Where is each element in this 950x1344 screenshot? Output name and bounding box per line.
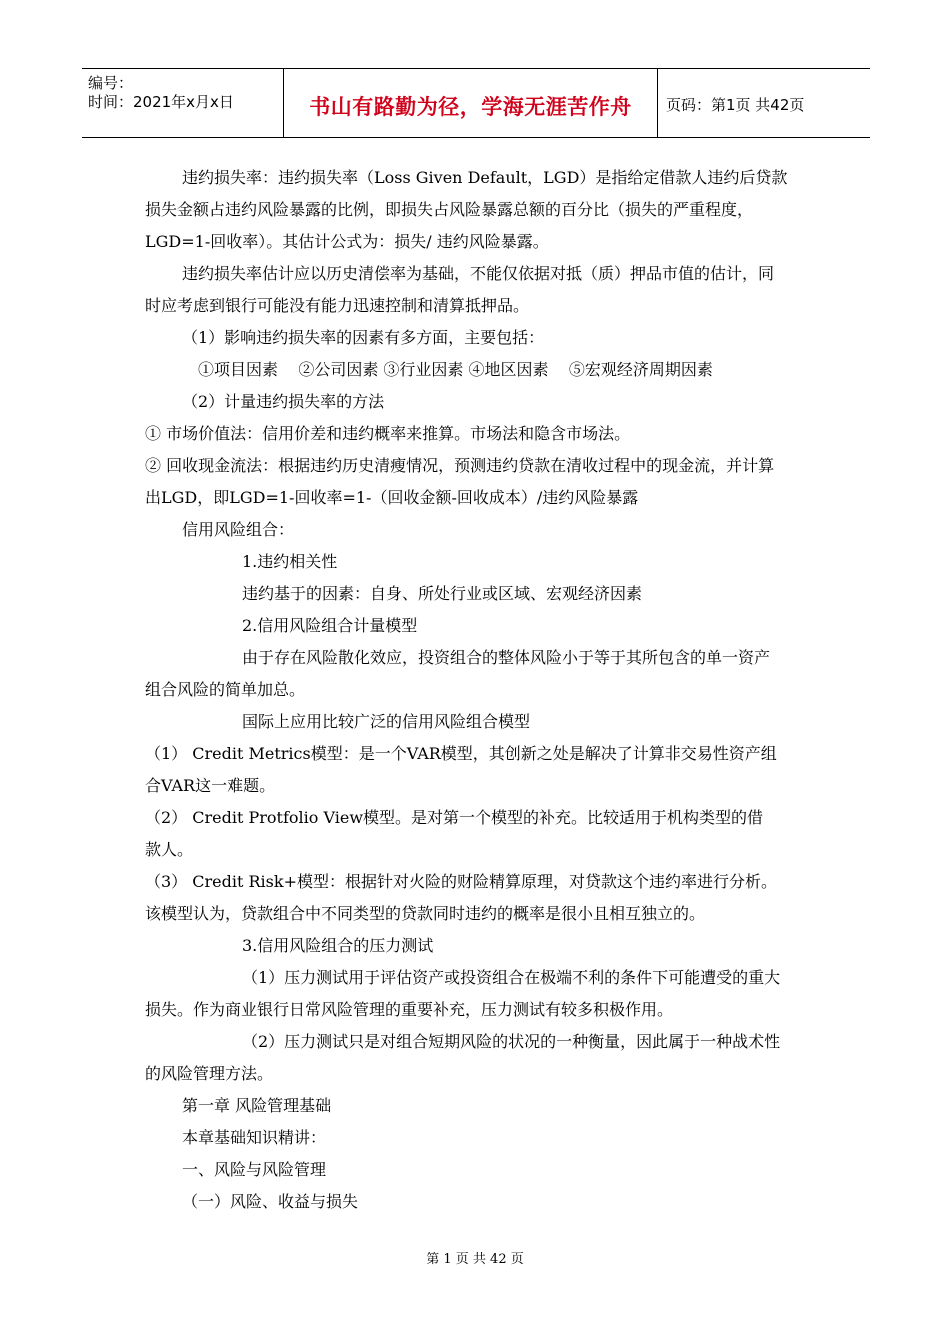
paragraph-line: 合VAR这一难题。 — [145, 776, 276, 795]
paragraph-line: 本章基础知识精讲： — [182, 1128, 327, 1147]
paragraph-line: 由于存在风险散化效应，投资组合的整体风险小于等于其所包含的单一资产 — [242, 648, 771, 667]
paragraph-line: 的风险管理方法。 — [145, 1064, 274, 1083]
paragraph-line: 损失。作为商业银行日常风险管理的重要补充，压力测试有较多积极作用。 — [145, 1000, 674, 1019]
paragraph-line: ② 回收现金流法：根据违约历史清瘦情况，预测违约贷款在清收过程中的现金流，并计算 — [145, 456, 775, 475]
paragraph-line: 款人。 — [145, 840, 194, 859]
page-header — [82, 68, 870, 138]
paragraph-line: （2）压力测试只是对组合短期风险的状况的一种衡量，因此属于一种战术性 — [242, 1032, 781, 1051]
header-info-cell — [82, 69, 284, 137]
chapter-heading: 第一章 风险管理基础 — [182, 1096, 332, 1115]
paragraph-line: ①项目因素 ②公司因素 ③行业因素 ④地区因素 ⑤宏观经济周期因素 — [198, 360, 713, 379]
paragraph-line: 组合风险的简单加总。 — [145, 680, 306, 699]
paragraph-line: （1）影响违约损失率的因素有多方面，主要包括： — [182, 328, 545, 347]
paragraph-line: 3.信用风险组合的压力测试 — [242, 936, 434, 955]
paragraph-line: （2） Credit Protfolio View模型。是对第一个模型的补充。比较适用于机构类型的借 — [145, 808, 764, 827]
paragraph-line: 违约损失率估计应以历史清偿率为基础，不能仅依据对抵（质）押品市值的估计，同 — [182, 264, 775, 283]
motto: 书山有路勤为径，学海无涯苦作舟 — [309, 95, 632, 119]
paragraph-line: 出LGD，即LGD=1-回收率=1-（回收金额-回收成本）/违约风险暴露 — [145, 488, 639, 507]
section-heading: 一、风险与风险管理 — [182, 1160, 327, 1179]
paragraph-line: 时应考虑到银行可能没有能力迅速控制和清算抵押品。 — [145, 296, 530, 315]
paragraph-line: 2.信用风险组合计量模型 — [242, 616, 418, 635]
header-page-cell — [658, 69, 870, 137]
paragraph-line: 信用风险组合： — [182, 520, 295, 539]
header-page-info: 页码：第1页 共42页 — [666, 96, 805, 114]
paragraph-line: 违约损失率：违约损失率（Loss Given Default，LGD）是指给定借款人违约后贷款 — [182, 168, 788, 187]
paragraph-line: （1）压力测试用于评估资产或投资组合在极端不利的条件下可能遭受的重大 — [242, 968, 781, 987]
paragraph-line: ① 市场价值法：信用价差和违约概率来推算。市场法和隐含市场法。 — [145, 424, 631, 443]
paragraph-line: 1.违约相关性 — [242, 552, 338, 571]
paragraph-line: 国际上应用比较广泛的信用风险组合模型 — [242, 712, 531, 731]
paragraph-line: （1） Credit Metrics模型：是一个VAR模型，其创新之处是解决了计算非交易性资产组 — [145, 744, 777, 763]
page-footer: 第 1 页 共 42 页 — [426, 1252, 524, 1267]
paragraph-line: LGD=1-回收率）。其估计公式为：损失/ 违约风险暴露。 — [145, 232, 549, 251]
document-number-label: 编号： — [88, 74, 134, 92]
paragraph-line: （3） Credit Risk+模型：根据针对火险的财险精算原理，对贷款这个违约率进行分析。 — [145, 872, 777, 891]
paragraph-line: 该模型认为，贷款组合中不同类型的贷款同时违约的概率是很小且相互独立的。 — [145, 904, 706, 923]
paragraph-line: （2）计量违约损失率的方法 — [182, 392, 385, 411]
header-motto-cell — [284, 69, 658, 137]
paragraph-line: 违约基于的因素：自身、所处行业或区域、宏观经济因素 — [242, 584, 643, 603]
document-time: 时间：2021年x月x日 — [88, 93, 234, 111]
subsection-heading: （一）风险、收益与损失 — [182, 1192, 359, 1211]
paragraph-line: 损失金额占违约风险暴露的比例，即损失占风险暴露总额的百分比（损失的严重程度， — [145, 200, 754, 219]
